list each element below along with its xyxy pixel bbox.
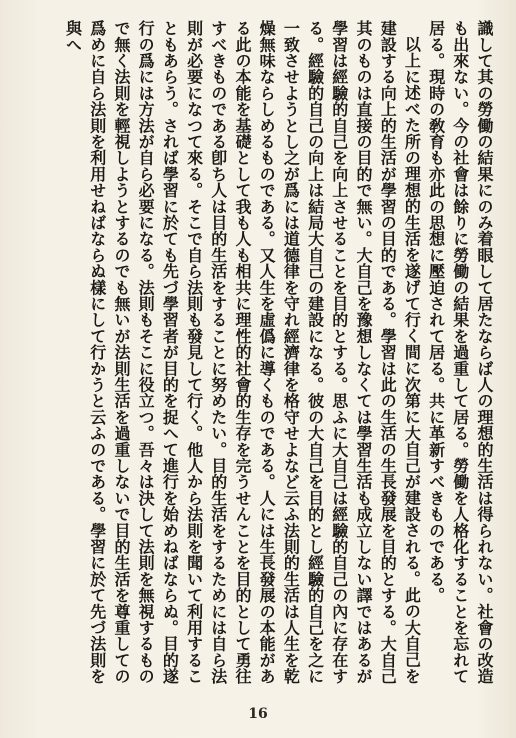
paragraph-2: 以上に述べた所の理想的生活を遂げて行く間に次第に大自己が建設される。此の大自己を建設する向上的生活が學習の目的である。學習は此の生活の生長發展を目的とする。大自己其のものは直接の目的で無い。大自己を豫想しなくては學習生活も成立しない譯ではあるが學習は經驗的自己を向上させることを目的とする。思ふに大自己は經驗的自己の內に存在する。經驗的自己の向上は結局大自己の建設になる。彼の大自己を目的とし經驗的自己を之に一致させようとし之が爲には道德律を守れ經濟律を格守せよなど云ふ法則的生活は人生を乾燥無味ならしめるものである。又人生を虛僞に導くものである。人には生長發展の本能がある此の本能を基礎として我も人も相共に理性的社會的生存を完うせんことを目的として勇往すべきものである卽ち人は目的生活をすることに努めたい。目的生活をするためには自ら法則が必要になつて來る。そこで自ら法則も發見して行く。他人から法則を聞いて利用することもあらう。されば學習に於ても先づ學習者が目的を捉へて進行を始めねばならぬ。目的遂行の爲には方法が自ら必要になる。法則もそこに役立つ。吾々は決して法則を無視するもので無く法則を輕視しようとするのでも無いが法則生活を過重しないで目的生活を尊重しての爲めに自ら法則を利用せねばならぬ樣にして行かうと云ふのである。學習に於て先づ法則を與へ	[63, 20, 422, 685]
page-number: 16	[248, 706, 268, 722]
vertical-text-block	[18, 20, 496, 692]
paragraph-1: 識して其の勞働の結果にのみ着眼して居たならば人の理想的生活は得られない。社會の改造も出來ない。今の社會は餘りに勞働の結果を過重して居る。勞働を人格化することを忘れて居る。現時の敎育も亦此の思想に壓迫されて居る。共に革新すべきものである。	[426, 20, 494, 685]
